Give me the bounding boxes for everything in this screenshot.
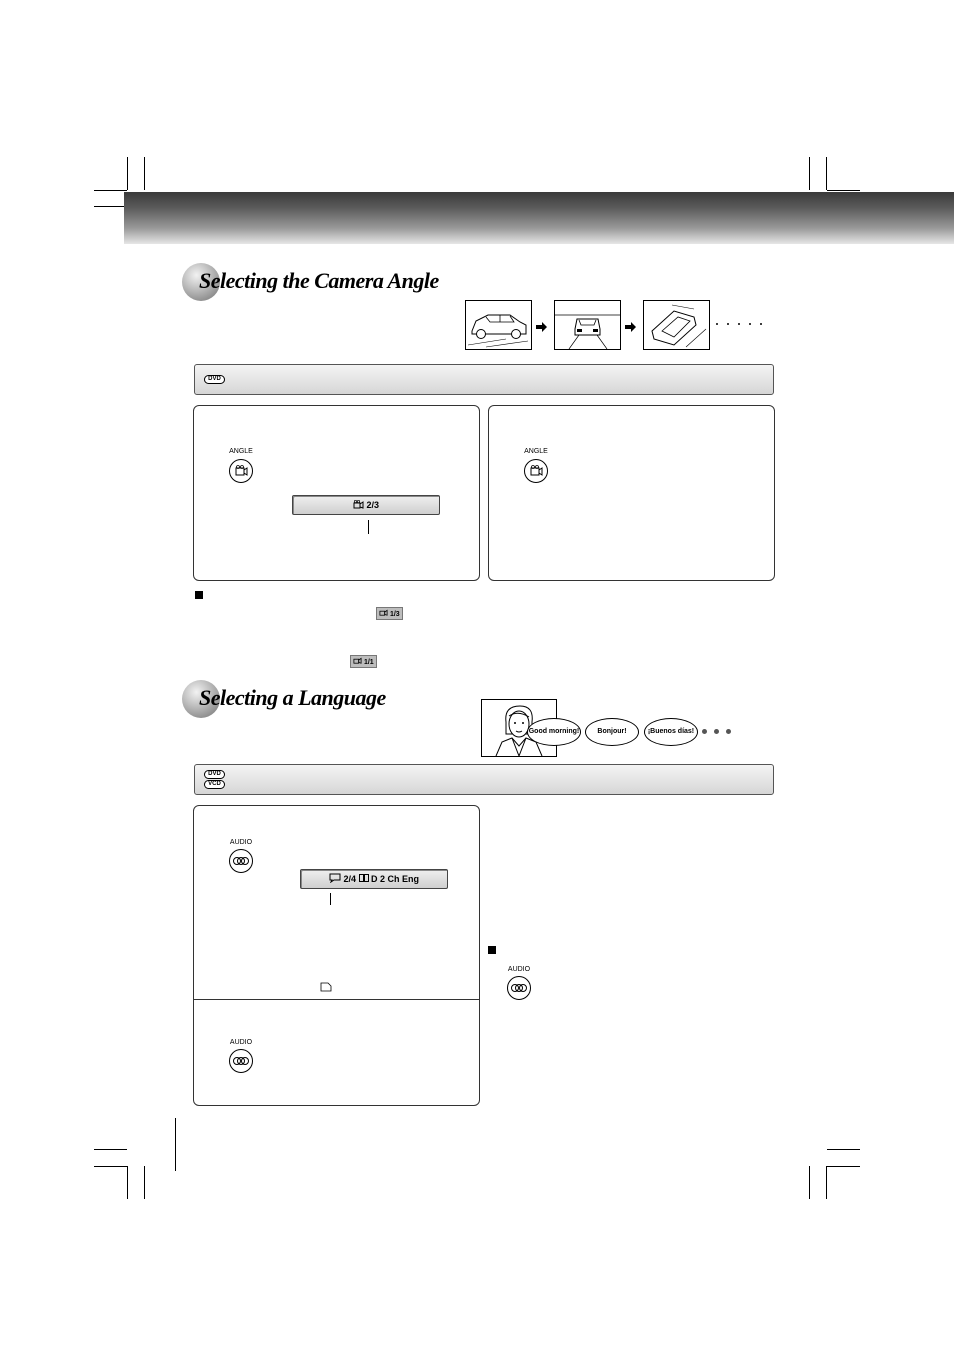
angle-button[interactable]	[229, 459, 253, 483]
ellipsis-dot	[727, 323, 729, 325]
crop-mark	[144, 157, 145, 190]
ellipsis-dot	[726, 729, 731, 734]
ellipsis-dot	[760, 323, 762, 325]
step-panel-language	[193, 805, 480, 1106]
header-band	[124, 192, 954, 244]
speech-bubble-english: Good morning!	[527, 718, 581, 746]
step-panel-left	[193, 405, 480, 581]
camera-angle-icon	[353, 656, 362, 664]
audio-button[interactable]	[229, 1049, 253, 1073]
speech-bubble-icon	[329, 873, 341, 883]
angle-thumbnail-3	[643, 300, 710, 350]
camera-angle-icon	[353, 499, 364, 509]
audio-button[interactable]	[229, 849, 253, 873]
crop-mark	[144, 1166, 145, 1199]
audio-icon	[508, 977, 530, 999]
crop-mark	[809, 157, 810, 190]
audio-button-label: AUDIO	[229, 1039, 253, 1046]
audio-button-label: AUDIO	[507, 966, 531, 973]
callout-line	[330, 893, 331, 905]
angle-thumbnail-1	[465, 300, 532, 350]
angle-osd-display	[292, 495, 440, 515]
crop-mark	[827, 1166, 860, 1167]
crop-mark	[94, 1166, 127, 1167]
right-arrow-icon	[625, 319, 636, 337]
step-panel-right	[488, 405, 775, 581]
crop-mark	[127, 1166, 128, 1199]
callout-line	[368, 520, 369, 534]
crop-mark	[826, 157, 827, 190]
angle-button[interactable]	[524, 459, 548, 483]
note-marker	[488, 946, 496, 954]
crop-mark	[94, 206, 127, 207]
indicator-value: 1/3	[389, 611, 400, 618]
ellipsis-dot	[702, 729, 707, 734]
note-marker	[195, 591, 203, 599]
dvd-badge: DVD	[204, 375, 225, 384]
audio-button[interactable]	[507, 976, 531, 1000]
right-arrow-icon	[536, 319, 547, 337]
ellipsis-dot	[738, 323, 740, 325]
camera-angle-icon	[230, 460, 252, 482]
angle-button-label: ANGLE	[229, 448, 253, 455]
audio-icon	[230, 1050, 252, 1072]
disc-type-bar	[194, 364, 774, 395]
crop-mark	[827, 190, 860, 191]
angle-button-label: ANGLE	[524, 448, 548, 455]
crop-mark	[826, 1166, 827, 1199]
panel-divider	[194, 999, 479, 1000]
angle-osd-value: 2/3	[366, 500, 380, 510]
ellipsis-dot	[716, 323, 718, 325]
angle-indicator-1-1	[350, 655, 377, 668]
angle-indicator-1-3	[376, 607, 403, 620]
angle-thumbnail-2	[554, 300, 621, 350]
ellipsis-dot	[749, 323, 751, 325]
crop-mark	[127, 157, 128, 190]
crop-mark	[809, 1166, 810, 1199]
ellipsis-dot	[714, 729, 719, 734]
section-title-language: Selecting a Language	[199, 685, 386, 710]
dolby-icon	[359, 874, 369, 882]
camera-angle-icon	[525, 460, 547, 482]
crop-mark	[94, 190, 127, 191]
speech-bubble-french: Bonjour!	[585, 718, 639, 746]
dvd-badge: DVD	[204, 770, 225, 779]
bookmark-icon	[320, 982, 332, 992]
crop-mark	[827, 1149, 860, 1150]
audio-osd-format: D 2 Ch Eng	[371, 874, 420, 884]
vcd-badge: VCD	[204, 780, 225, 789]
audio-icon	[230, 850, 252, 872]
speech-bubble-spanish: ¡Buenos días!	[644, 718, 698, 746]
indicator-value: 1/1	[363, 659, 374, 666]
margin-line	[175, 1118, 176, 1171]
camera-angle-icon	[379, 608, 388, 616]
disc-type-bar	[194, 764, 774, 795]
audio-osd-track: 2/4	[343, 874, 356, 884]
crop-mark	[94, 1149, 127, 1150]
audio-button-label: AUDIO	[229, 839, 253, 846]
section-title-camera-angle: Selecting the Camera Angle	[199, 268, 439, 293]
audio-osd-display	[300, 869, 448, 889]
